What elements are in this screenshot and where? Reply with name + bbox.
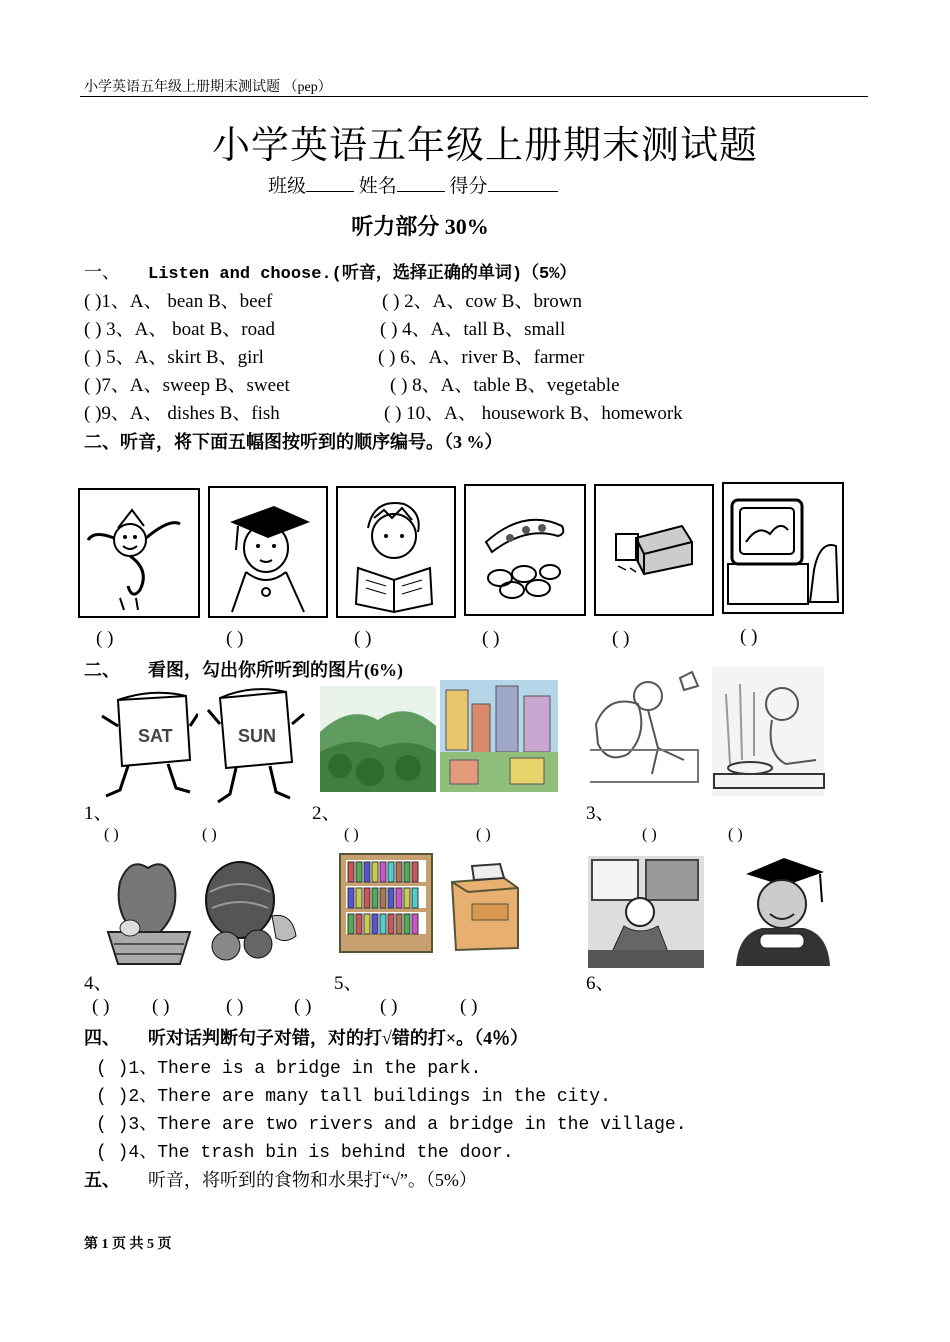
score-blank[interactable]: [488, 173, 558, 192]
listening-title: 听力部分 30%: [351, 214, 489, 239]
calendar-sat-label: SAT: [138, 726, 173, 746]
sec3-number: 二、: [84, 660, 120, 680]
picture-dancing-clown: [78, 488, 200, 618]
group-number: 6、: [586, 973, 615, 994]
name-label: 姓名: [358, 176, 397, 197]
group-number: 3、: [586, 803, 615, 824]
page-title: 小学英语五年级上册期末测试题: [211, 123, 758, 167]
boy-cooking-icon: [706, 664, 830, 798]
question-item: ( ) 6、A、river B、farmer: [378, 347, 585, 368]
beans-icon: [466, 486, 584, 614]
judgement-item: ( )4、The trash bin is behind the door.: [96, 1143, 514, 1163]
question-item: ( ) 10、A、 housework B、homework: [384, 403, 683, 424]
class-blank[interactable]: [306, 173, 354, 192]
question-item: ( ) 4、A、tall B、small: [380, 319, 566, 340]
group-number: 1、: [84, 803, 113, 824]
answer-blank[interactable]: ( ): [226, 996, 244, 1017]
calendar-sat-icon: [98, 686, 198, 806]
bookshelf-icon: [336, 852, 436, 956]
question-item: ( ) 2、A、cow B、brown: [382, 291, 583, 312]
forest-icon: [320, 686, 436, 792]
answer-blank[interactable]: ( ): [476, 826, 491, 843]
reading-boy-icon: [338, 488, 454, 616]
calendar-sun-label: SUN: [238, 726, 277, 746]
vegetable-basket-icon: [100, 852, 196, 972]
student-info: [268, 171, 558, 198]
bread-icon: [596, 486, 712, 614]
picture-bread: [594, 484, 714, 616]
question-item: ( )1、A、 bean B、beef: [84, 291, 273, 312]
question-item: ( ) 5、A、skirt B、girl: [84, 347, 264, 368]
answer-blank[interactable]: ( ): [96, 628, 114, 649]
sec4-title: 听对话判断句子对错，对的打√错的打×。（4％）: [148, 1028, 529, 1048]
answer-blank[interactable]: ( ): [104, 826, 119, 843]
group-number: 5、: [334, 973, 363, 994]
city-icon: [440, 680, 558, 792]
answer-blank[interactable]: ( ): [294, 996, 312, 1017]
page-footer: 第 1 页 共 5 页: [84, 1237, 172, 1252]
header-rule: [80, 96, 868, 97]
question-item: ( )9、A、 dishes B、fish: [84, 403, 280, 424]
answer-blank[interactable]: ( ): [380, 996, 398, 1017]
picture-television: [722, 482, 844, 614]
question-item: ( )7、A、sweep B、sweet: [84, 375, 290, 396]
name-blank[interactable]: [397, 173, 445, 192]
nightstand-phone-icon: [444, 858, 524, 952]
clown-icon: [80, 490, 198, 616]
fruit-pile-icon: [196, 852, 300, 968]
sec1-number: 一、: [84, 262, 120, 282]
calendar-sun-icon: [206, 684, 306, 808]
woman-sweeping-icon: [588, 664, 708, 794]
question-item: ( ) 3、A、 boat B、road: [84, 319, 276, 340]
question-item: ( ) 8、A、table B、vegetable: [390, 375, 620, 396]
tv-icon: [724, 484, 842, 612]
sec3-title: 看图，勾出你所听到的图片(6%): [148, 660, 403, 680]
picture-boy-reading: [336, 486, 456, 618]
running-header: 小学英语五年级上册期末测试题 （pep）: [84, 80, 332, 95]
answer-blank[interactable]: ( ): [740, 626, 758, 647]
class-label: 班级: [268, 176, 307, 197]
answer-blank[interactable]: ( ): [92, 996, 110, 1017]
answer-blank[interactable]: ( ): [226, 628, 244, 649]
score-label: 得分: [449, 176, 488, 197]
answer-blank[interactable]: ( ): [202, 826, 217, 843]
picture-beans: [464, 484, 586, 616]
picture-graduate-student: [208, 486, 328, 618]
judgement-item: ( )1、There is a bridge in the park.: [96, 1059, 482, 1079]
sec5-number: 五、: [84, 1170, 120, 1190]
group-number: 2、: [312, 803, 341, 824]
graduate-icon: [210, 488, 326, 616]
answer-blank[interactable]: ( ): [728, 826, 743, 843]
teacher-desk-icon: [588, 856, 704, 968]
answer-blank[interactable]: ( ): [642, 826, 657, 843]
graduate-diploma-icon: [720, 850, 836, 968]
sec5-title: 听音，将听到的食物和水果打“√”。（5%）: [148, 1170, 477, 1190]
group-number: 4、: [84, 973, 113, 994]
judgement-item: ( )2、There are many tall buildings in the city.: [96, 1087, 611, 1107]
answer-blank[interactable]: ( ): [152, 996, 170, 1017]
answer-blank[interactable]: ( ): [612, 628, 630, 649]
answer-blank[interactable]: ( ): [460, 996, 478, 1017]
answer-blank[interactable]: ( ): [354, 628, 372, 649]
sec1-title: Listen and choose.(听音，选择正确的单词)（5%）: [148, 265, 577, 284]
answer-blank[interactable]: ( ): [344, 826, 359, 843]
sec4-number: 四、: [84, 1028, 120, 1048]
judgement-item: ( )3、There are two rivers and a bridge in the village.: [96, 1115, 687, 1135]
answer-blank[interactable]: ( ): [482, 628, 500, 649]
sec2-title: 二、听音，将下面五幅图按听到的顺序编号。（3 %）: [84, 432, 503, 452]
